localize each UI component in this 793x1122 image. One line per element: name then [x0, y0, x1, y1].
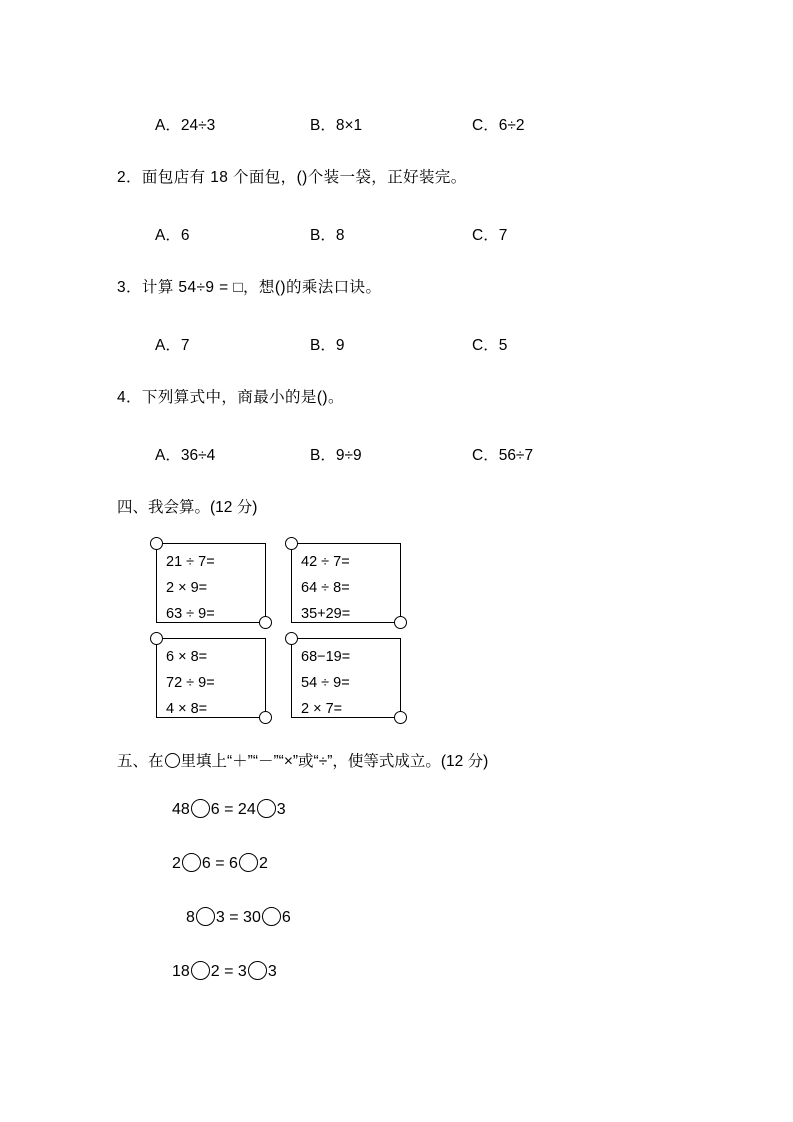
question4-option-b: B．9÷9 — [310, 447, 362, 464]
scroll-curl-icon — [150, 632, 163, 645]
scroll-curl-icon — [285, 537, 298, 550]
section5-heading-after: 里填上“＋”“－”“×”或“÷”，使等式成立。(12 分) — [180, 753, 489, 770]
operator-blank[interactable] — [262, 907, 281, 926]
compute-box-4 — [285, 632, 407, 724]
question1-option-c: C．6÷2 — [472, 117, 525, 134]
question4-option-c: C．56÷7 — [472, 447, 534, 464]
compute-box-3-lines — [166, 644, 215, 722]
compute-line: 42 ÷ 7= — [301, 554, 350, 570]
compute-line: 2 × 9= — [166, 580, 208, 596]
question4-stem: 4．下列算式中，商最小的是()。 — [117, 389, 344, 406]
question3-option-a: A．7 — [155, 337, 190, 354]
operator-blank[interactable] — [248, 961, 267, 980]
question4-option-a: A．36÷4 — [155, 447, 216, 464]
equation-row-1 — [172, 800, 286, 819]
operator-blank[interactable] — [239, 853, 258, 872]
question3-option-b: B．9 — [310, 337, 345, 354]
compute-line: 4 × 8= — [166, 701, 208, 717]
compute-line: 64 ÷ 8= — [301, 580, 350, 596]
compute-box-1-lines — [166, 549, 215, 627]
question2-option-a: A．6 — [155, 227, 190, 244]
compute-box-2 — [285, 537, 407, 629]
equation-row-3 — [186, 908, 291, 927]
equation-3-mid: 3 = 30 — [215, 908, 261, 926]
compute-box-2-lines — [301, 549, 350, 627]
equation-4-left: 18 — [172, 962, 190, 980]
question1-option-b: B．8×1 — [310, 117, 363, 134]
operator-blank[interactable] — [182, 853, 201, 872]
compute-line: 72 ÷ 9= — [166, 675, 215, 691]
question2-option-b: B．8 — [310, 227, 345, 244]
operator-blank[interactable] — [257, 799, 276, 818]
scroll-curl-icon — [259, 616, 272, 629]
operator-blank[interactable] — [196, 907, 215, 926]
question3-option-c: C．5 — [472, 337, 508, 354]
compute-line: 54 ÷ 9= — [301, 675, 350, 691]
circle-blank-icon — [165, 753, 180, 768]
equation-row-4 — [172, 962, 277, 981]
equation-4-right: 3 — [267, 962, 277, 980]
equation-2-left: 2 — [172, 854, 181, 872]
compute-box-4-lines — [301, 644, 350, 722]
section5-heading-before: 五、在 — [117, 753, 164, 770]
question2-stem: 2．面包店有 18 个面包，()个装一袋，正好装完。 — [117, 169, 467, 186]
equation-2-mid: 6 = 6 — [201, 854, 238, 872]
scroll-curl-icon — [394, 616, 407, 629]
compute-line: 35+29= — [301, 606, 351, 622]
question2-option-c: C．7 — [472, 227, 508, 244]
equation-1-right: 3 — [276, 800, 286, 818]
equation-1-left: 48 — [172, 800, 190, 818]
compute-line: 2 × 7= — [301, 701, 343, 717]
compute-line: 68−19= — [301, 649, 351, 665]
scroll-curl-icon — [285, 632, 298, 645]
operator-blank[interactable] — [191, 961, 210, 980]
scroll-curl-icon — [259, 711, 272, 724]
operator-blank[interactable] — [191, 799, 210, 818]
section5-heading — [117, 749, 488, 771]
compute-box-3 — [150, 632, 272, 724]
compute-line: 21 ÷ 7= — [166, 554, 215, 570]
scroll-curl-icon — [150, 537, 163, 550]
equation-1-mid: 6 = 24 — [210, 800, 256, 818]
compute-line: 63 ÷ 9= — [166, 606, 215, 622]
equation-3-right: 6 — [281, 908, 291, 926]
compute-line: 6 × 8= — [166, 649, 208, 665]
equation-row-2 — [172, 854, 268, 873]
question1-option-a: A．24÷3 — [155, 117, 216, 134]
equation-4-mid: 2 = 3 — [210, 962, 247, 980]
compute-box-1 — [150, 537, 272, 629]
scroll-curl-icon — [394, 711, 407, 724]
equation-3-left: 8 — [186, 908, 195, 926]
question3-stem: 3．计算 54÷9 = □，想()的乘法口诀。 — [117, 279, 382, 296]
equation-2-right: 2 — [258, 854, 268, 872]
section4-heading: 四、我会算。(12 分) — [117, 499, 258, 516]
